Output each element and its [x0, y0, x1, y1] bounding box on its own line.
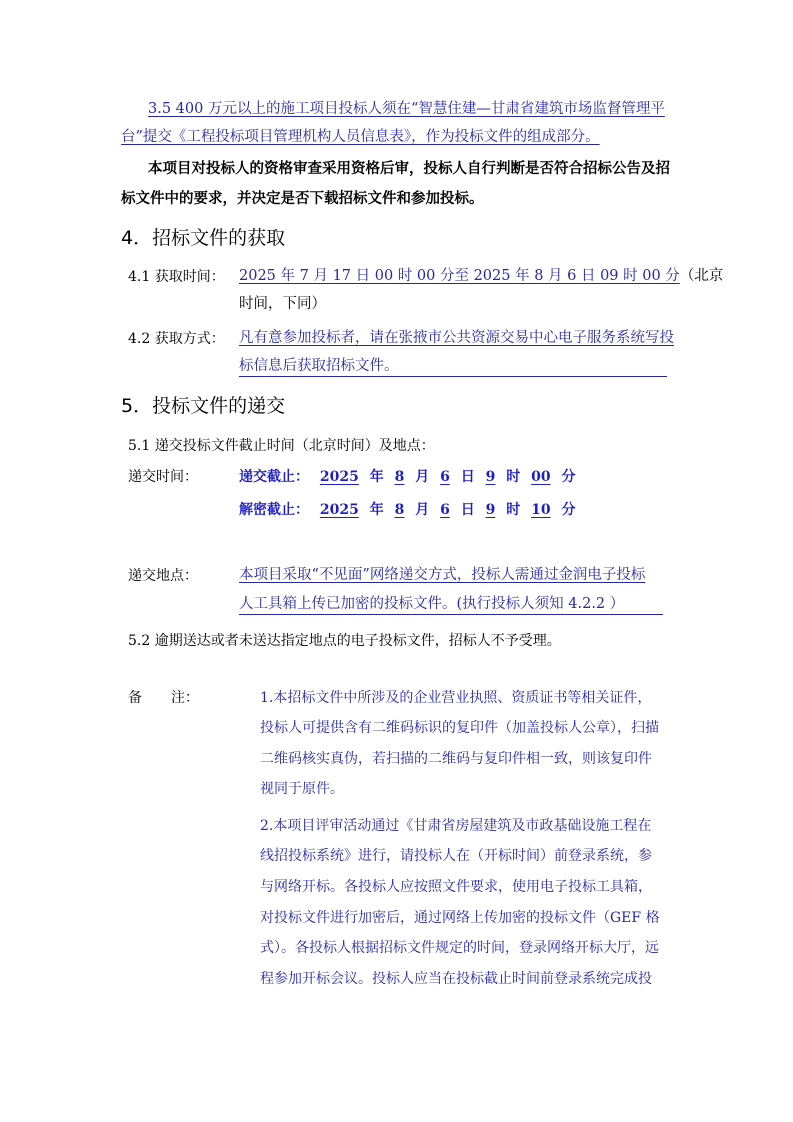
item-4-2-label: 4.2 获取方式： — [128, 331, 225, 347]
item-4-1-value-line-1 — [239, 266, 723, 286]
acquisition-time-value: 2025 年 7 月 17 日 00 时 00 分至 2025 年 8 月 6 日 09 时 00 分 — [239, 268, 680, 284]
deadline-minute-unit: 分 — [561, 469, 576, 485]
acquisition-time-suffix: （北京 — [679, 268, 724, 284]
remarks-label-char-2: 注： — [171, 690, 199, 706]
decrypt-month-unit: 月 — [415, 502, 430, 518]
remark-line-7: 与网络开标。各投标人应按照文件要求，使用电子投标工具箱， — [260, 879, 652, 895]
remark-line-1: 1.本招标文件中所涉及的企业营业执照、资质证书等相关证件， — [260, 690, 652, 706]
deadline-day: 6 — [440, 469, 450, 485]
deadline-year: 2025 — [319, 469, 359, 485]
item-4-2-value-line-2: 标信息后获取招标文件。 — [239, 358, 399, 374]
submission-place-label: 递交地点： — [128, 568, 198, 584]
deadline-minute: 00 — [531, 469, 551, 485]
remark-line-6: 线招投标系统》进行，请投标人在（开标时间）前登录系统，参 — [260, 848, 652, 864]
para-3-5-line-2: 台”提交《工程投标项目管理机构人员信息表》，作为投标文件的组成部分。 — [121, 129, 600, 145]
item-4-2-value-line-1: 凡有意参加投标者，请在张掖市公共资源交易中心电子服务系统写投 — [239, 330, 674, 346]
submission-time-label: 递交时间： — [128, 469, 198, 485]
remark-line-5: 2.本项目评审活动通过《甘肃省房屋建筑及市政基础设施工程在 — [260, 818, 652, 834]
qualification-para-line-1: 本项目对投标人的资格审查采用资格后审，投标人自行判断是否符合招标公告及招 — [148, 160, 670, 177]
submission-place-underline — [239, 614, 663, 615]
decrypt-year-unit: 年 — [369, 502, 384, 518]
remark-line-3: 二维码核实真伪，若扫描的二维码与复印件相一致，则该复印件 — [260, 751, 652, 767]
decrypt-minute-unit: 分 — [561, 502, 576, 518]
deadline-month-unit: 月 — [415, 469, 430, 485]
decryption-deadline — [239, 500, 575, 520]
decrypt-day: 6 — [440, 502, 450, 518]
submission-place-line-2: 人工具箱上传已加密的投标文件。(执行投标人须知 4.2.2 ） — [239, 596, 625, 612]
item-4-1-value-line-2: 时间，下同） — [239, 296, 326, 312]
remark-line-10: 程参加开标会议。投标人应当在投标截止时间前登录系统完成投 — [260, 971, 652, 987]
decrypt-day-unit: 日 — [460, 502, 475, 518]
submission-deadline-label: 递交截止： — [239, 469, 309, 485]
remarks-label-char-1: 备 — [128, 690, 142, 706]
section-5-heading: 5．投标文件的递交 — [121, 395, 286, 417]
item-4-2-underline — [239, 376, 667, 377]
deadline-year-unit: 年 — [369, 469, 384, 485]
item-5-1: 5.1 递交投标文件截止时间（北京时间）及地点： — [128, 438, 435, 454]
deadline-hour-unit: 时 — [506, 469, 521, 485]
submission-place-line-1: 本项目采取“不见面”网络递交方式，投标人需通过金润电子投标 — [239, 567, 646, 583]
remark-line-8: 对投标文件进行加密后，通过网络上传加密的投标文件（GEF 格 — [260, 910, 660, 926]
section-4-heading: 4．招标文件的获取 — [121, 227, 286, 249]
decrypt-minute: 10 — [531, 502, 551, 518]
decrypt-year: 2025 — [319, 502, 359, 518]
item-5-2: 5.2 逾期送达或者未送达指定地点的电子投标文件，招标人不予受理。 — [128, 633, 561, 649]
decrypt-hour: 9 — [485, 502, 496, 518]
decrypt-month: 8 — [394, 502, 405, 518]
item-4-1-label: 4.1 获取时间： — [128, 269, 225, 285]
remark-line-9: 式）。各投标人根据招标文件规定的时间，登录网络开标大厅，远 — [260, 940, 659, 956]
remark-line-4: 视同于原件。 — [260, 781, 344, 797]
qualification-para-line-2: 标文件中的要求，并决定是否下载招标文件和参加投标。 — [121, 190, 484, 207]
deadline-day-unit: 日 — [460, 469, 475, 485]
decryption-deadline-label: 解密截止： — [239, 502, 309, 518]
para-3-5-line-1: 3.5 400 万元以上的施工项目投标人须在“智慧住建—甘肃省建筑市场监督管理平 — [148, 101, 665, 117]
deadline-hour: 9 — [485, 469, 496, 485]
submission-deadline — [239, 467, 575, 487]
remark-line-2: 投标人可提供含有二维码标识的复印件（加盖投标人公章），扫描 — [260, 720, 659, 736]
decrypt-hour-unit: 时 — [506, 502, 521, 518]
deadline-month: 8 — [394, 469, 405, 485]
